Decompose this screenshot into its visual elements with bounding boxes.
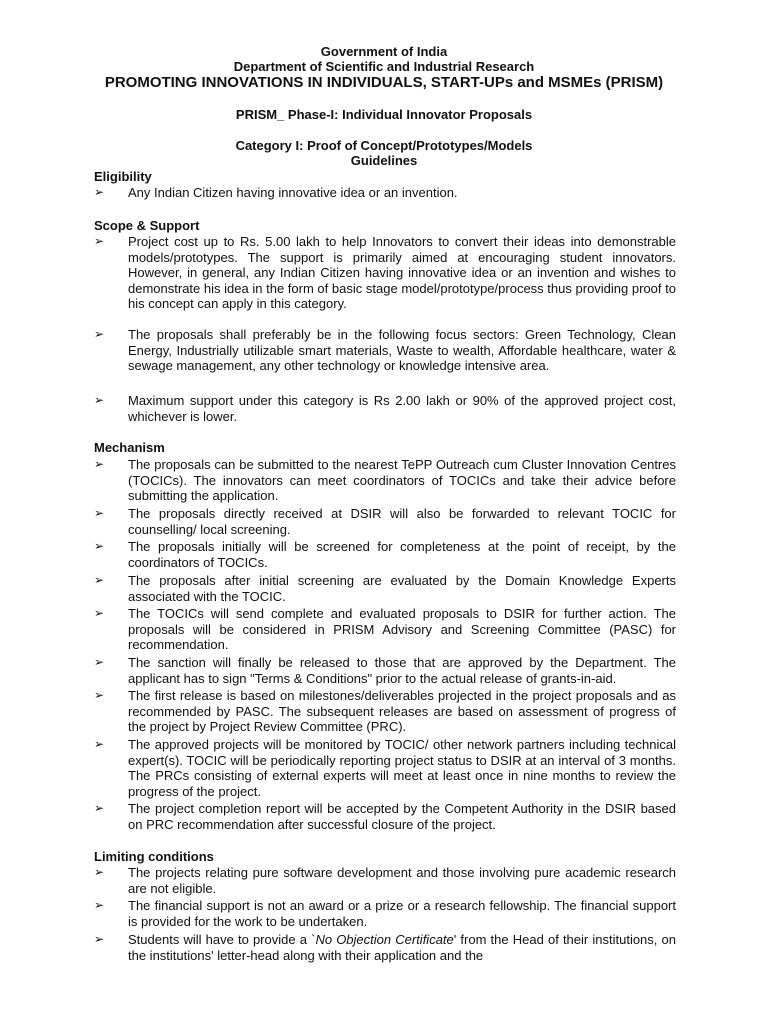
mechanism-item-9: The project completion report will be accepted by the Competent Authority in the DSIR based on PRC recommendation after successful closure of the project. xyxy=(128,801,676,832)
list-item xyxy=(94,457,676,504)
mechanism-item-5: The TOCICs will send complete and evaluated proposals to DSIR for further action. The proposals will be considered in PRISM Advisory and Screening Committee (PASC) for recommendation. xyxy=(128,606,676,653)
arrow-bullet-icon: ➢ xyxy=(94,898,105,912)
header-category: Category I: Proof of Concept/Prototypes/Models xyxy=(235,138,533,153)
arrow-bullet-icon: ➢ xyxy=(94,327,105,341)
arrow-bullet-icon: ➢ xyxy=(94,932,105,946)
mechanism-item-6: The sanction will finally be released to those that are approved by the Department. The applicant has to sign "Terms & Conditions" prior to the actual release of grants-in-aid. xyxy=(128,655,676,686)
section-limiting-title: Limiting conditions xyxy=(94,849,214,864)
mechanism-item-4: The proposals after initial screening are evaluated by the Domain Knowledge Experts associated with the TOCIC. xyxy=(128,573,676,604)
limiting-item-1: The projects relating pure software development and those involving pure academic research are not eligible. xyxy=(128,865,676,896)
scope-item-2: The proposals shall preferably be in the following focus sectors: Green Technology, Clean Energy, Industrially utilizable smart materials, Waste to wealth, Affordable healthcare, water & sewage management, any other technology or knowledge intensive area. xyxy=(128,327,676,374)
eligibility-item-1: Any Indian Citizen having innovative idea or an invention. xyxy=(128,185,458,200)
mechanism-item-7: The first release is based on milestones/deliverables projected in the project proposals and as recommended by PASC. The subsequent releases are based on assessment of progress of the project by Project Review Committee (PRC). xyxy=(128,688,676,735)
mechanism-item-3: The proposals initially will be screened for completeness at the point of receipt, by the coordinators of TOCICs. xyxy=(128,539,676,570)
list-item xyxy=(94,801,676,832)
arrow-bullet-icon: ➢ xyxy=(94,606,105,620)
arrow-bullet-icon: ➢ xyxy=(94,801,105,815)
list-item xyxy=(94,539,676,570)
list-item xyxy=(94,327,676,374)
list-item xyxy=(94,688,676,735)
list-item xyxy=(94,506,676,537)
mechanism-item-8: The approved projects will be monitored by TOCIC/ other network partners including technical expert(s). TOCIC will be periodically reporting project status to DSIR at an interval of 3 months. The PRCs consisting of external experts will meet at least once in nine months to review the progress of the project. xyxy=(128,737,676,799)
section-scope-title: Scope & Support xyxy=(94,218,200,233)
header-guidelines: Guidelines xyxy=(350,153,418,168)
arrow-bullet-icon: ➢ xyxy=(94,457,105,471)
list-item xyxy=(94,737,676,799)
mechanism-item-2: The proposals directly received at DSIR will also be forwarded to relevant TOCIC for counselling/ local screening. xyxy=(128,506,676,537)
arrow-bullet-icon: ➢ xyxy=(94,234,105,248)
arrow-bullet-icon: ➢ xyxy=(94,185,105,199)
header-prism-title: PROMOTING INNOVATIONS IN INDIVIDUALS, START-UPs and MSMEs (PRISM) xyxy=(104,74,664,91)
header-department: Department of Scientific and Industrial Research xyxy=(233,59,535,74)
arrow-bullet-icon: ➢ xyxy=(94,655,105,669)
limiting-item-3-after: ' from the Head of their institutions, on the institutions' letter-head along with their application and the xyxy=(128,932,677,963)
arrow-bullet-icon: ➢ xyxy=(94,737,105,751)
scope-item-3: Maximum support under this category is Rs 2.00 lakh or 90% of the approved project cost, whichever is lower. xyxy=(128,393,676,424)
mechanism-item-1: The proposals can be submitted to the nearest TePP Outreach cum Cluster Innovation Centres (TOCICs). The innovators can meet coordinators of TOCICs and take their advice before submitting the application. xyxy=(128,457,676,504)
arrow-bullet-icon: ➢ xyxy=(94,688,105,702)
list-item xyxy=(94,393,676,424)
list-item xyxy=(94,185,676,201)
header-government: Government of India xyxy=(320,44,448,59)
limiting-item-3-before: Students will have to provide a ` xyxy=(128,932,316,947)
section-mechanism-title: Mechanism xyxy=(94,440,165,455)
arrow-bullet-icon: ➢ xyxy=(94,539,105,553)
list-item xyxy=(94,865,676,896)
list-item xyxy=(94,655,676,686)
list-item xyxy=(94,932,676,963)
header-phase: PRISM_ Phase-I: Individual Innovator Proposals xyxy=(235,107,533,122)
arrow-bullet-icon: ➢ xyxy=(94,865,105,879)
list-item xyxy=(94,606,676,653)
limiting-item-3-italic: No Objection Certificate xyxy=(315,932,454,947)
scope-item-1: Project cost up to Rs. 5.00 lakh to help Innovators to convert their ideas into demonstrable models/prototypes. The support is primarily aimed at encouraging student innovators. However, in general, any Indian Citizen having innovative idea or an invention and wishes to demonstrate his idea in the form of basic stage model/prototype/process thus providing proof to his concept can apply in this category. xyxy=(128,234,676,312)
arrow-bullet-icon: ➢ xyxy=(94,393,105,407)
section-eligibility-title: Eligibility xyxy=(94,169,152,184)
list-item xyxy=(94,573,676,604)
arrow-bullet-icon: ➢ xyxy=(94,506,105,520)
limiting-item-2: The financial support is not an award or a prize or a research fellowship. The financial support is provided for the work to be undertaken. xyxy=(128,898,676,929)
limiting-item-3 xyxy=(128,932,676,963)
list-item xyxy=(94,898,676,929)
list-item xyxy=(94,234,676,312)
arrow-bullet-icon: ➢ xyxy=(94,573,105,587)
